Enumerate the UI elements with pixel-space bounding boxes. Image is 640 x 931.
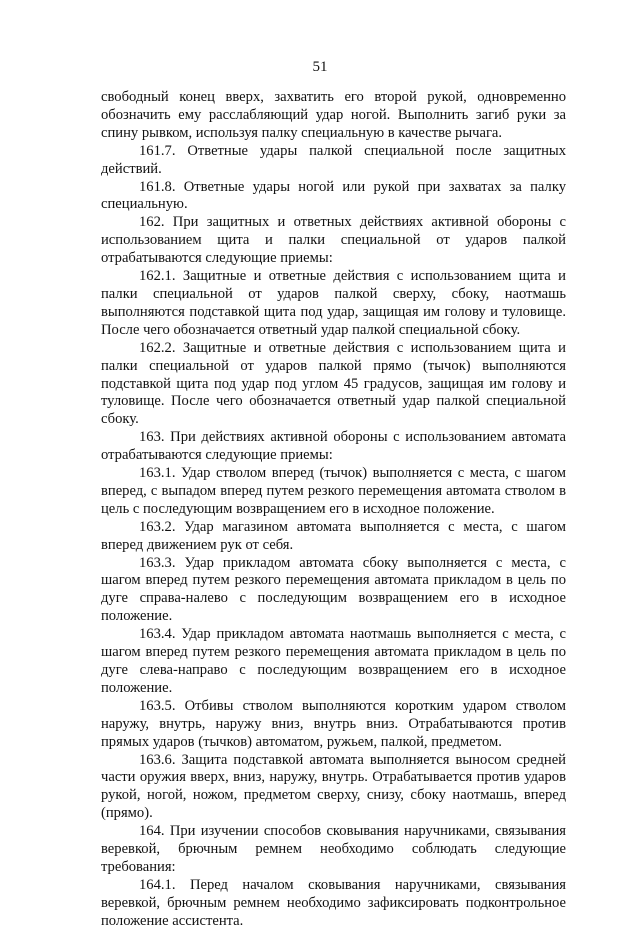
paragraph: 162.2. Защитные и ответные действия с использованием щита и палки специальной от ударов палкой прямо (тычок) выполняются подставкой щита под удар под углом 45 градусов, защищая им голову и туловище. После чего обозначается ответный удар палкой специальной сбоку. [101, 339, 566, 428]
paragraph: 163.5. Отбивы стволом выполняются коротким ударом стволом наружу, внутрь, наружу вниз, внутрь вниз. Отрабатываются против прямых ударов (тычков) автоматом, ружьем, палкой, предметом. [101, 697, 566, 750]
paragraph: 163.1. Удар стволом вперед (тычок) выполняется с места, с шагом вперед, с выпадом вперед путем резкого перемещения автомата стволом в цель с последующим возвращением его в исходное положение. [101, 465, 566, 517]
paragraph: 163.4. Удар прикладом автомата наотмашь выполняется с места, с шагом вперед путем резкого перемещения автомата прикладом в цель по дуге слева-направо с последующим возвращением его в исходное положение. [101, 626, 566, 696]
paragraph: 163. При действиях активной обороны с использованием автомата отрабатываются следующие приемы: [101, 429, 566, 464]
paragraph: 164. При изучении способов сковывания наручниками, связывания веревкой, брючным ремнем необходимо соблюдать следующие требования: [101, 823, 566, 875]
page-number: 51 [312, 59, 328, 75]
paragraph: 163.3. Удар прикладом автомата сбоку выполняется с места, с шагом вперед путем резкого перемещения автомата прикладом в цель по дуге справа-налево с последующим возвращением его в исходное положение. [101, 554, 566, 625]
paragraph: свободный конец вверх, захватить его второй рукой, одновременно обозначить ему расслабляющий удар ногой. Выполнить загиб руки за спину рывком, используя палку специальную в качестве рычага. [101, 89, 566, 141]
paragraph: 161.8. Ответные удары ногой или рукой при захватах за палку специальную. [101, 178, 566, 213]
paragraph: 162. При защитных и ответных действиях активной обороны с использованием щита и палки специальной от ударов палкой отрабатываются следующие приемы: [101, 214, 566, 267]
paragraph: 163.6. Защита подставкой автомата выполняется выносом средней части оружия вверх, вниз, наружу, внутрь. Отрабатывается против ударов рукой, ногой, ножом, предметом сверху, снизу, сбоку наотмашь, вперед (прямо). [101, 751, 566, 822]
paragraph: 161.7. Ответные удары палкой специальной после защитных действий. [101, 142, 566, 177]
paragraph: 162.1. Защитные и ответные действия с использованием щита и палки специальной от ударов палкой сверху, сбоку, наотмашь выполняются подставкой щита под удар, защищая им голову и туловище. После чего обозначается ответный удар палкой специальной сбоку. [101, 268, 566, 338]
paragraph: 164.1. Перед началом сковывания наручниками, связывания веревкой, брючным ремнем необходимо зафиксировать подконтрольное положение ассистента. [101, 876, 566, 929]
document-body [101, 89, 566, 931]
paragraph: 163.2. Удар магазином автомата выполняется с места, с шагом вперед движением рук от себя. [101, 518, 566, 553]
